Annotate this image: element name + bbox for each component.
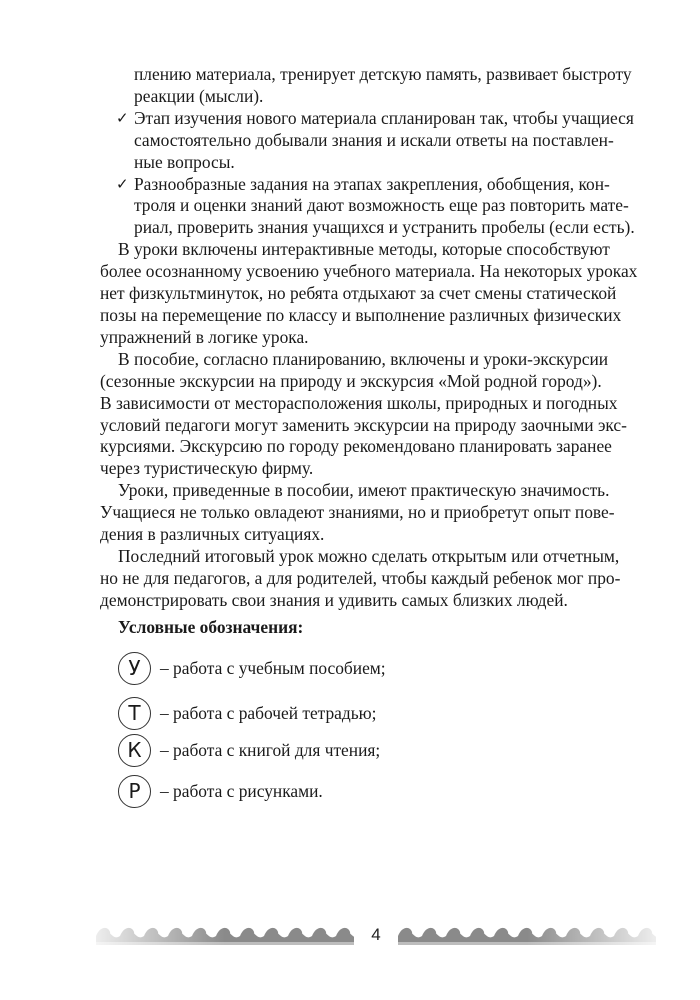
text-line: реакции (мысли). [134,85,264,106]
wave-ornament-icon [398,920,656,948]
letter-badge-icon: К [118,734,151,767]
text-line: плению материала, тренирует детскую память, развивает быстроту [134,64,632,84]
text-line: Уроки, приведенные в пособии, имеют практическую значимость. [118,480,610,501]
text-line: через туристическую фирму. [100,458,314,479]
text-line: ные вопросы. [134,151,235,172]
text-line: более осознанному усвоению учебного материала. На некоторых уроках [100,261,638,282]
legend-text: – работа с рисунками. [160,780,323,801]
text-line: упражнений в логике урока. [100,326,309,347]
legend-item [118,695,377,731]
text-line: нет физкультминуток, но ребята отдыхают за счет смены статической [100,283,617,304]
checklist-item [118,108,656,174]
text-line: дения в различных ситуациях. [100,524,325,545]
legend-item [118,732,380,768]
paragraph [100,480,656,546]
text-line: условий педагоги могут заменить экскурсии на природу заочными экс- [100,414,627,435]
paragraph [100,545,656,612]
legend-text: – работа с книгой для чтения; [160,739,381,760]
wave-ornament-icon [96,920,354,948]
checklist-item [118,174,656,240]
page-number: 4 [371,925,381,944]
checklist [118,108,656,239]
text-line: Этап изучения нового материала спланирован так, чтобы учащиеся [134,107,634,128]
body-text [100,64,656,612]
paragraph [100,348,656,480]
text-line: риал, проверить знания учащихся и устранить пробелы (если есть). [134,217,635,238]
text-line: позы на перемещение по классу и выполнение различных физических [100,304,622,325]
text-line: Разнообразные задания на этапах закрепления, обобщения, кон- [134,173,610,194]
paragraph [100,239,656,349]
text-line: В зависимости от месторасположения школы, природных и погодных [100,392,618,413]
text-line: демонстрировать свои знания и удивить самых близких людей. [100,589,568,610]
text-line: курсиями. Экскурсию по городу рекомендовано планировать заранее [100,436,612,457]
legend-title: Условные обозначения: [118,617,304,637]
legend-text: – работа с учебным пособием; [160,657,386,678]
letter-badge-icon: Р [118,775,151,808]
text-line: В уроки включены интерактивные методы, которые способствуют [118,239,610,260]
text-line: (сезонные экскурсии на природу и экскурсия «Мой родной город»). [100,370,602,391]
text-line: Последний итоговый урок можно сделать открытым или отчетным, [118,545,620,566]
text-line: троля и оценки знаний дают возможность еще раз повторить мате- [134,195,629,216]
check-icon: ✓ [116,108,129,127]
text-line: Учащиеся не только овладеют знаниями, но и приобретут опыт пове- [100,502,615,523]
text-line: В пособие, согласно планированию, включены и уроки-экскурсии [118,348,609,369]
letter-badge-icon: Т [118,697,151,730]
legend-text: – работа с рабочей тетрадью; [160,702,377,723]
legend-item [118,650,386,686]
text-line: самостоятельно добывали знания и искали ответы на поставлен- [134,129,614,150]
text-line: но не для педагогов, а для родителей, чтобы каждый ребенок мог про- [100,567,621,588]
legend-item [118,773,323,809]
letter-badge-icon: У [118,652,151,685]
check-icon: ✓ [116,174,129,193]
continued-paragraph [118,64,656,108]
